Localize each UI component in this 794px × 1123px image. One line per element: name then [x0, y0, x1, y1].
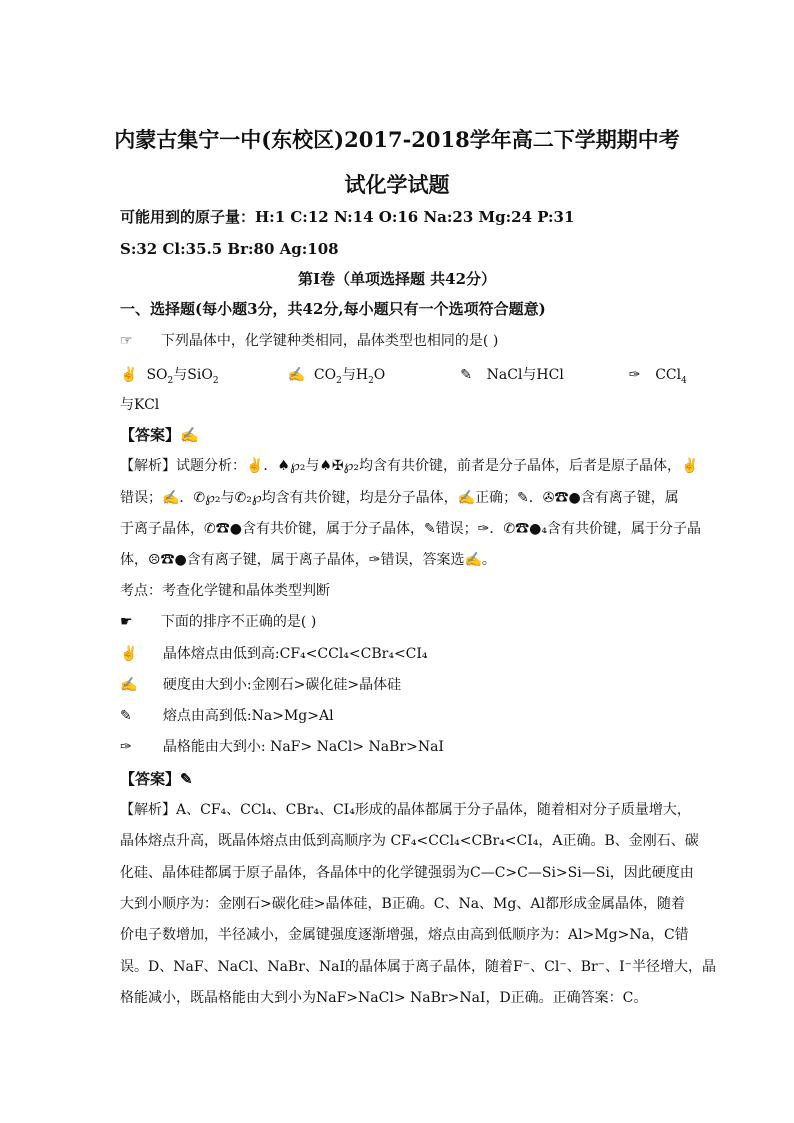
- q2-option-d-icon: ✑: [120, 739, 132, 755]
- q1-answer: 【答案】✍: [120, 426, 199, 444]
- atomic-masses-line-1: 可能用到的原子量：H:1 C:12 N:14 O:16 Na:23 Mg:24 P:31: [120, 208, 575, 226]
- q1-analysis-line-3: 于离子晶体，✆☎●含有共价键，属于分子晶体，✎错误；✑．✆☎●₄含有共价键，属于分子晶: [120, 521, 701, 537]
- section-instruction: 一、选择题(每小题3分，共42分,每小题只有一个选项符合题意): [120, 300, 546, 318]
- q1-option-a: $SO_2$与SiO$_2$: [146, 367, 219, 386]
- q2-option-a-icon: ✌: [120, 646, 138, 662]
- q2-analysis-line-2: 晶体熔点升高，既晶体熔点由低到高顺序为 CF₄<CCl₄<CBr₄<CI₄，A正确。B、金刚石、碳: [120, 833, 699, 849]
- q1-exam-point: 考点：考查化学键和晶体类型判断: [120, 583, 330, 599]
- q2-stem: 下面的排序不正确的是( ): [160, 614, 317, 630]
- q1-option-a-icon: ✌: [120, 367, 138, 383]
- q2-option-c-icon: ✎: [120, 708, 132, 724]
- section-title: 第Ⅰ卷（单项选择题 共42分）: [297, 270, 497, 288]
- q2-analysis-line-1: 【解析】A、CF₄、CCl₄、CBr₄、CI₄形成的晶体都属于分子晶体，随着相对分子质量增大，: [120, 802, 691, 818]
- q1-stem-line: [120, 332, 498, 350]
- title-line-2: 试化学试题: [344, 172, 450, 197]
- q2-analysis-line-5: 价电子数增加，半径减小，金属键强度逐渐增强，熔点由高到低顺序为：Al>Mg>Na，C错: [120, 927, 689, 943]
- q2-option-a-line: [120, 645, 428, 663]
- q2-option-b-icon: ✍: [120, 677, 138, 693]
- q2-analysis-line-7: 格能减小，既晶格能由大到小为NaF>NaCl> NaBr>NaI，D正确。正确答案：C。: [120, 990, 648, 1006]
- q2-answer: 【答案】✎: [120, 770, 193, 788]
- q1-option-b-icon: ✍: [287, 367, 305, 383]
- q1-stem: 下列晶体中，化学键种类相同，晶体类型也相同的是( ): [160, 333, 499, 349]
- q1-analysis-line-4: 体，☹☎●含有离子键，属于离子晶体，✑错误，答案选✍。: [120, 552, 496, 568]
- q2-analysis-line-3: 化硅、晶体硅都属于原子晶体，各晶体中的化学键强弱为C—C>C—Si>Si—Si，因此硬度由: [120, 865, 694, 881]
- q1-option-d-continued: 与KCl: [120, 397, 160, 413]
- q1-analysis-line-2: 错误；✍．✆℘₂与✆₂℘均含有共价键，均是分子晶体，✍正确；✎．✇☎●含有离子键，属: [120, 490, 679, 506]
- q2-stem-line: [120, 613, 316, 631]
- q2-option-c: 熔点由高到低:Na>Mg>Al: [162, 708, 334, 724]
- q1-options-line: [120, 366, 687, 390]
- q2-analysis-line-4: 大到小顺序为：金刚石>碳化硅>晶体硅，B正确。C、Na、Mg、Al都形成金属晶体，随着: [120, 896, 685, 912]
- q1-number-icon: ☞: [120, 333, 133, 349]
- q2-option-b: 硬度由大到小:金刚石>碳化硅>晶体硅: [162, 677, 402, 693]
- title-line-1: 内蒙古集宁一中(东校区)2017-2018学年高二下学期期中考: [114, 127, 680, 152]
- q1-option-c-icon: ✎: [460, 367, 472, 383]
- q2-option-d: 晶格能由大到小: NaF> NaCl> NaBr>NaI: [162, 739, 444, 755]
- q2-option-b-line: [120, 676, 401, 694]
- q2-option-d-line: [120, 738, 444, 756]
- q1-option-d-icon: ✑: [628, 367, 641, 383]
- q1-analysis-line-1: 【解析】试题分析：✌．♠℘₂与♠✠℘₂均含有共价键，前者是分子晶体，后者是原子晶体，✌: [120, 458, 699, 474]
- q1-option-c: NaCl与HCl: [486, 367, 564, 383]
- q1-option-b: $CO_2$与$H_2O$: [313, 367, 386, 386]
- q1-option-d: CCl$_4$: [655, 367, 687, 386]
- q2-analysis-line-6: 误。D、NaF、NaCl、NaBr、NaI的晶体属于离子晶体，随着F⁻、Cl⁻、Br⁻、I⁻半径增大，晶: [120, 959, 716, 975]
- q2-number-icon: ☛: [120, 614, 133, 630]
- q2-option-a: 晶体熔点由低到高:CF₄<CCl₄<CBr₄<CI₄: [162, 646, 428, 662]
- atomic-masses-line-2: S:32 Cl:35.5 Br:80 Ag:108: [120, 240, 339, 258]
- q2-option-c-line: [120, 707, 334, 725]
